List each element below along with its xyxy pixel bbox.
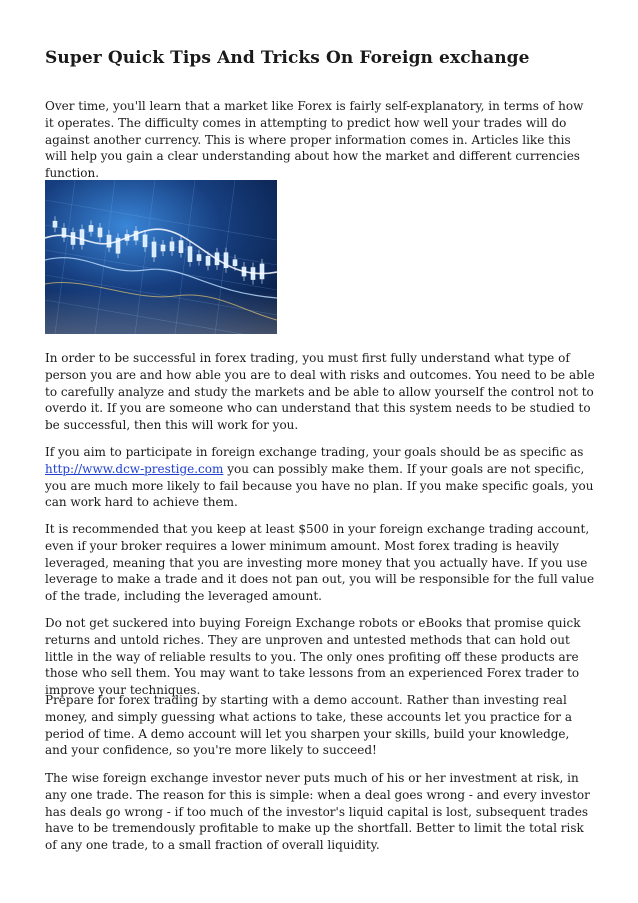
candle-body xyxy=(233,260,237,266)
candle-body xyxy=(170,242,174,251)
paragraph-text-after-link: you can possibly make them. If your goals are not specific, you are much more likely to fail because you have no plan. If you make specific goals, you can work hard to achieve them. xyxy=(45,461,594,510)
paragraph-3 xyxy=(45,444,595,511)
paragraph-text: In order to be successful in forex trading, you must first fully understand what type of person you are and how able you are to deal with risks and outcomes. You need to be able to carefully analyze and study the markets and be able to allow yourself the control not to overdo it. If you are someone who can understand that this system needs to be studied to be successful, then this will work for you. xyxy=(45,351,595,433)
candle-body xyxy=(179,241,183,253)
candle-body xyxy=(143,235,147,247)
paragraph-5 xyxy=(45,615,595,699)
paragraph-text: It is recommended that you keep at least $500 in your foreign exchange trading account, even if your broker requires a lower minimum amount. Most forex trading is heavily leveraged, meaning that you are investing more money that you actually have. If you use leverage to make a trade and it does not pan out, you will be responsible for the full value of the trade, including the leveraged amount. xyxy=(45,522,595,604)
candle-body xyxy=(98,228,102,237)
paragraph-4 xyxy=(45,521,595,605)
candle-body xyxy=(89,225,93,231)
paragraph-text: Over time, you'll learn that a market like Forex is fairly self-explanatory, in terms of how it operates. The difficulty comes in attempting to predict how well your trades will do against another currency. This is where proper information comes in. Articles like this will help you gain a clear understanding about how the market and different currencies function. xyxy=(45,99,584,181)
paragraph-1 xyxy=(45,98,595,182)
forex-chart-image xyxy=(45,180,277,334)
candle-body xyxy=(161,245,165,251)
candle-body xyxy=(260,264,264,279)
candle-body xyxy=(152,242,156,257)
candle-body xyxy=(197,255,201,261)
prestige-link[interactable]: http://www.dcw-prestige.com xyxy=(45,461,224,476)
paragraph-text-before-link: If you aim to participate in foreign exchange trading, your goals should be as specific as xyxy=(45,445,584,459)
paragraph-7 xyxy=(45,770,595,854)
paragraph-6 xyxy=(45,692,595,759)
candle-body xyxy=(80,230,84,245)
page-title: Super Quick Tips And Tricks On Foreign exchange xyxy=(45,48,530,68)
paragraph-text xyxy=(45,444,595,511)
candle-body xyxy=(53,221,57,227)
candle-body xyxy=(188,247,192,262)
paragraph-text: Prepare for forex trading by starting with a demo account. Rather than investing real money, and simply guessing what actions to take, these accounts let you practice for a period of time. A demo account will let you sharpen your skills, build your knowledge, and your confidence, so you're more likely to succeed! xyxy=(45,693,572,758)
candle-body xyxy=(206,256,210,265)
paragraph-text: The wise foreign exchange investor never puts much of his or her investment at risk, in any one trade. The reason for this is simple: when a deal goes wrong - and every investor has deals go wrong - if too much of the investor's liquid capital is lost, subsequent trades have to be tremendously profitable to make up the shortfall. Better to limit the total risk of any one trade, to a small fraction of overall liquidity. xyxy=(45,771,590,853)
forex-candlestick-chart-photo xyxy=(45,180,277,334)
candle-body xyxy=(107,235,111,247)
candle-body xyxy=(134,231,138,240)
candle-body xyxy=(71,232,75,244)
paragraph-text: Do not get suckered into buying Foreign Exchange robots or eBooks that promise quick returns and untold riches. They are unproven and untested methods that can hold out little in the way of reliable results to you. The only ones profiting off these products are those who sell them. You may want to take lessons from an experienced Forex trader to improve your techniques. xyxy=(45,616,581,698)
paragraph-2 xyxy=(45,350,595,434)
